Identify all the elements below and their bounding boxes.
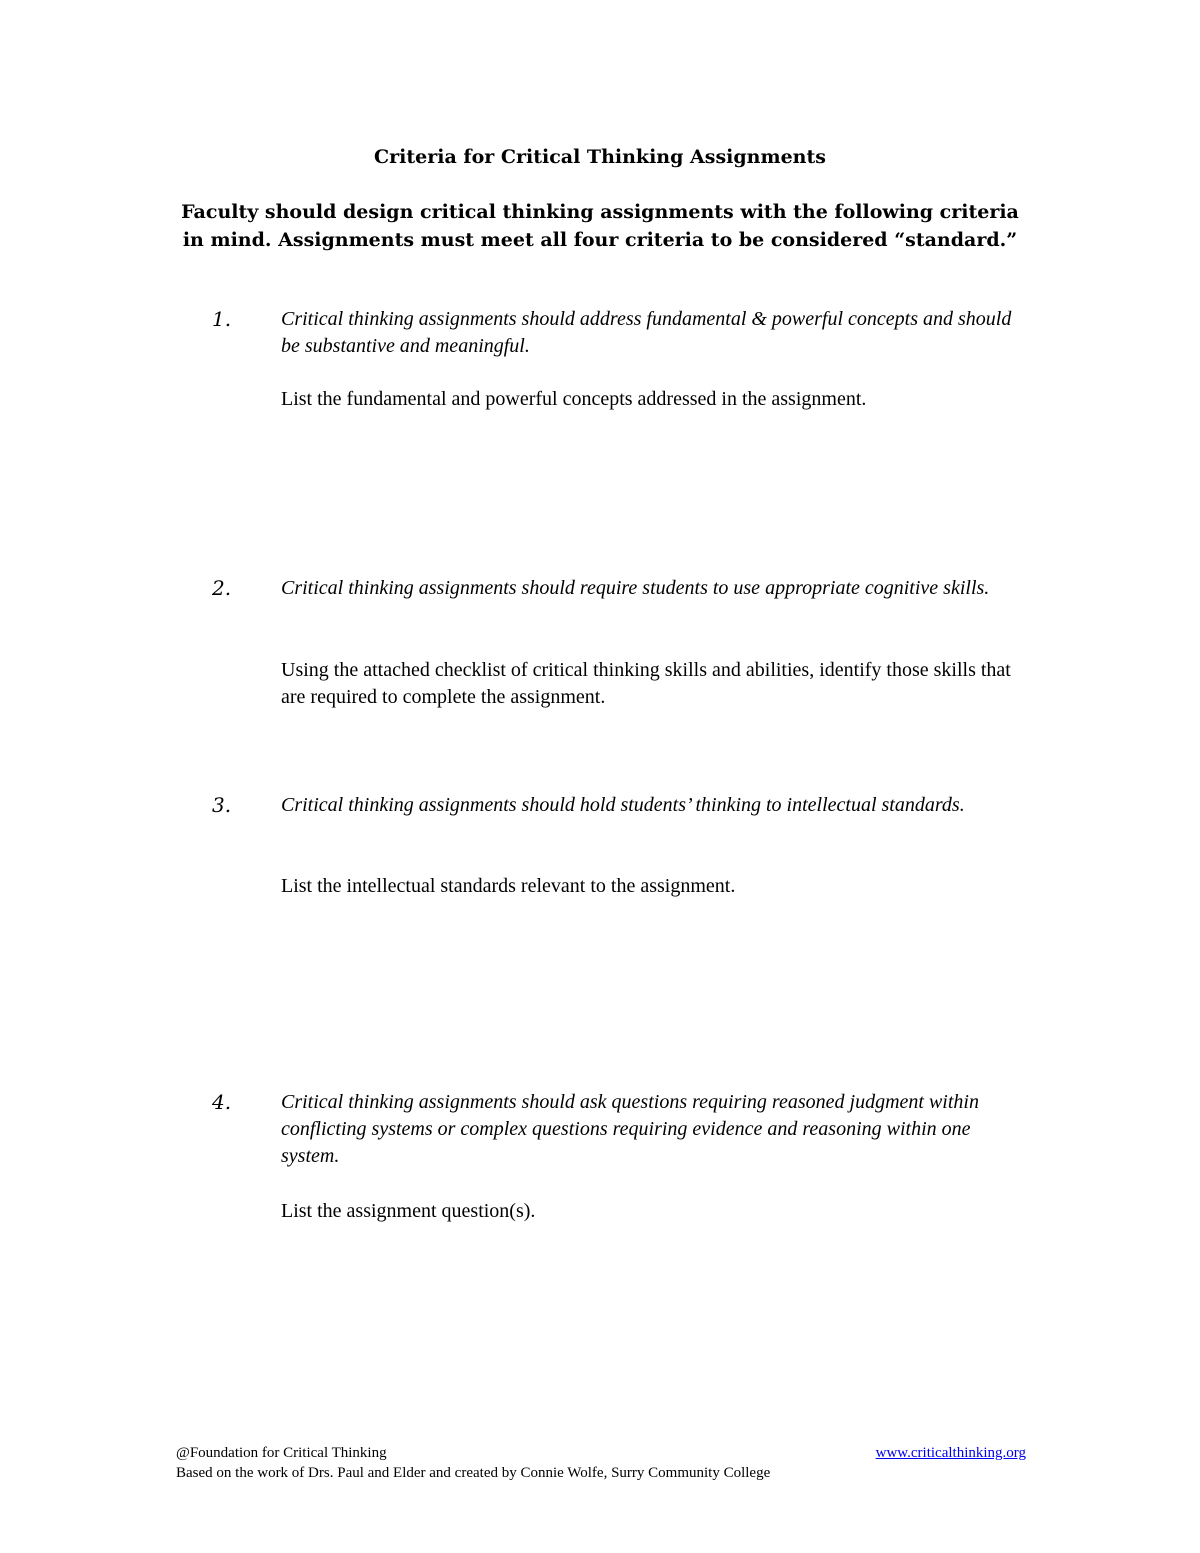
footer-top-row <box>176 1443 1026 1463</box>
criterion-number: 2. <box>212 576 232 600</box>
intro-paragraph: Faculty should design critical thinking assignments with the following criteria in mind. Assignments must meet all four criteria to be considered “standard.” <box>181 201 1019 251</box>
footer-copyright: @Foundation for Critical Thinking <box>176 1445 387 1461</box>
criterion-statement: Critical thinking assignments should ask questions requiring reasoned judgment within conflicting systems or complex questions requiring evidence and reasoning within one system. <box>281 1091 979 1167</box>
criterion-number: 3. <box>212 793 232 817</box>
criterion-number: 4. <box>212 1090 232 1114</box>
criterion-instruction: Using the attached checklist of critical thinking skills and abilities, identify those skills that are required to complete the assignment. <box>281 659 1011 708</box>
criterion-instruction: List the assignment question(s). <box>281 1200 536 1222</box>
criterion-statement: Critical thinking assignments should require students to use appropriate cognitive skills. <box>281 577 990 599</box>
criterion-statement: Critical thinking assignments should address fundamental & powerful concepts and should be substantive and meaningful. <box>281 308 1012 357</box>
criterion-instruction: List the fundamental and powerful concepts addressed in the assignment. <box>281 388 867 410</box>
document-title: Criteria for Critical Thinking Assignments <box>374 146 826 168</box>
criterion-number: 1. <box>212 307 232 331</box>
criterion-statement: Critical thinking assignments should hold students’ thinking to intellectual standards. <box>281 794 965 816</box>
footer-credit: Based on the work of Drs. Paul and Elder and created by Connie Wolfe, Surry Community College <box>176 1465 771 1481</box>
criterion-instruction: List the intellectual standards relevant to the assignment. <box>281 875 736 897</box>
footer-website-link[interactable]: www.criticalthinking.org <box>875 1445 1026 1461</box>
